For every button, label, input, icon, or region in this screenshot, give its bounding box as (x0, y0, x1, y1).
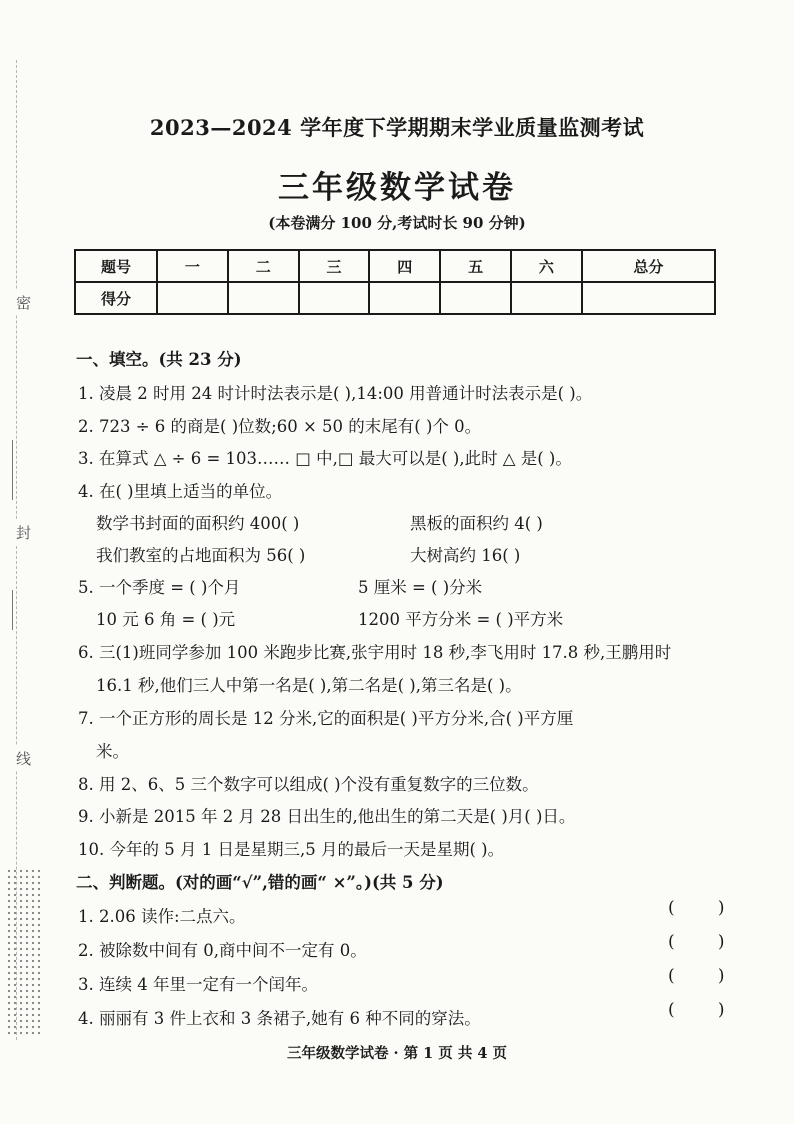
score-input-cell[interactable] (440, 282, 511, 314)
binding-char-mi: 密 (16, 290, 31, 315)
binding-pattern (6, 868, 40, 1036)
answer-bracket[interactable]: ( ) (668, 966, 725, 986)
score-input-cell[interactable] (299, 282, 370, 314)
binding-char-feng: 封 (16, 520, 31, 545)
question-6: 6. 三(1)班同学参加 100 米跑步比赛,张宇用时 18 秒,李飞用时 17.8 秒,王鹏用时 (78, 643, 672, 662)
question-4: 4. 在( )里填上适当的单位。 (78, 482, 283, 501)
score-input-cell[interactable] (228, 282, 299, 314)
question-4-item: 我们教室的占地面积为 56( ) (96, 546, 306, 565)
score-cell: 一 (157, 250, 228, 282)
question-3: 3. 在算式 △ ÷ 6 = 103…… □ 中,□ 最大可以是( ),此时 △ 是( )。 (78, 449, 572, 468)
score-cell: 四 (369, 250, 440, 282)
score-input-cell[interactable] (582, 282, 715, 314)
score-cell: 得分 (75, 282, 157, 314)
question-5-item: 1200 平方分米 = ( )平方米 (358, 610, 564, 629)
section-heading: 一、填空。(共 23 分) (76, 350, 242, 369)
score-cell: 三 (299, 250, 370, 282)
section-heading: 二、判断题。(对的画“√”,错的画“ ×”。)(共 5 分) (76, 873, 444, 892)
question-2: 2. 723 ÷ 6 的商是( )位数;60 × 50 的末尾有( )个 0。 (78, 417, 482, 436)
score-input-cell[interactable] (369, 282, 440, 314)
exam-title: 2023—2024 学年度下学期期末学业质量监测考试 (149, 115, 645, 140)
page-footer: 三年级数学试卷 · 第 1 页 共 4 页 (286, 1045, 508, 1062)
score-cell: 题号 (75, 250, 157, 282)
score-cell: 五 (440, 250, 511, 282)
binding-bracket (12, 590, 17, 630)
question-7: 7. 一个正方形的周长是 12 分米,它的面积是( )平方分米,合( )平方厘 (78, 709, 574, 728)
question-7-cont: 米。 (96, 742, 129, 761)
score-input-cell[interactable] (157, 282, 228, 314)
answer-bracket[interactable]: ( ) (668, 932, 725, 952)
score-table-header-row (75, 250, 715, 282)
binding-char-xian: 线 (16, 746, 31, 771)
question-4-item: 数学书封面的面积约 400( ) (96, 514, 300, 533)
score-cell: 六 (511, 250, 582, 282)
question-9: 9. 小新是 2015 年 2 月 28 日出生的,他出生的第二天是( )月( )日。 (78, 807, 576, 826)
question-1: 1. 凌晨 2 时用 24 时计时法表示是( ),14:00 用普通计时法表示是( )。 (78, 384, 593, 403)
question-6-cont: 16.1 秒,他们三人中第一名是( ),第二名是( ),第三名是( )。 (96, 676, 522, 695)
answer-bracket[interactable]: ( ) (668, 898, 725, 918)
question-5-item: 10 元 6 角 = ( )元 (96, 610, 236, 629)
judge-item: 1. 2.06 读作:二点六。 (78, 907, 246, 926)
binding-bracket (12, 440, 17, 500)
judge-item: 4. 丽丽有 3 件上衣和 3 条裙子,她有 6 种不同的穿法。 (78, 1009, 481, 1028)
score-input-cell[interactable] (511, 282, 582, 314)
question-4-item: 黑板的面积约 4( ) (410, 514, 543, 533)
exam-note: (本卷满分 100 分,考试时长 90 分钟) (268, 214, 526, 232)
score-table-score-row (75, 282, 715, 314)
paper-title: 三年级数学试卷 (278, 170, 516, 206)
score-table (74, 249, 716, 315)
question-5-item: 5. 一个季度 = ( )个月 (78, 578, 241, 597)
question-4-item: 大树高约 16( ) (410, 546, 521, 565)
score-cell: 二 (228, 250, 299, 282)
question-5-item: 5 厘米 = ( )分米 (358, 578, 483, 597)
judge-item: 3. 连续 4 年里一定有一个闰年。 (78, 975, 318, 994)
score-cell: 总分 (582, 250, 715, 282)
question-8: 8. 用 2、6、5 三个数字可以组成( )个没有重复数字的三位数。 (78, 775, 539, 794)
judge-item: 2. 被除数中间有 0,商中间不一定有 0。 (78, 941, 367, 960)
question-10: 10. 今年的 5 月 1 日是星期三,5 月的最后一天是星期( )。 (78, 840, 505, 859)
answer-bracket[interactable]: ( ) (668, 1000, 725, 1020)
